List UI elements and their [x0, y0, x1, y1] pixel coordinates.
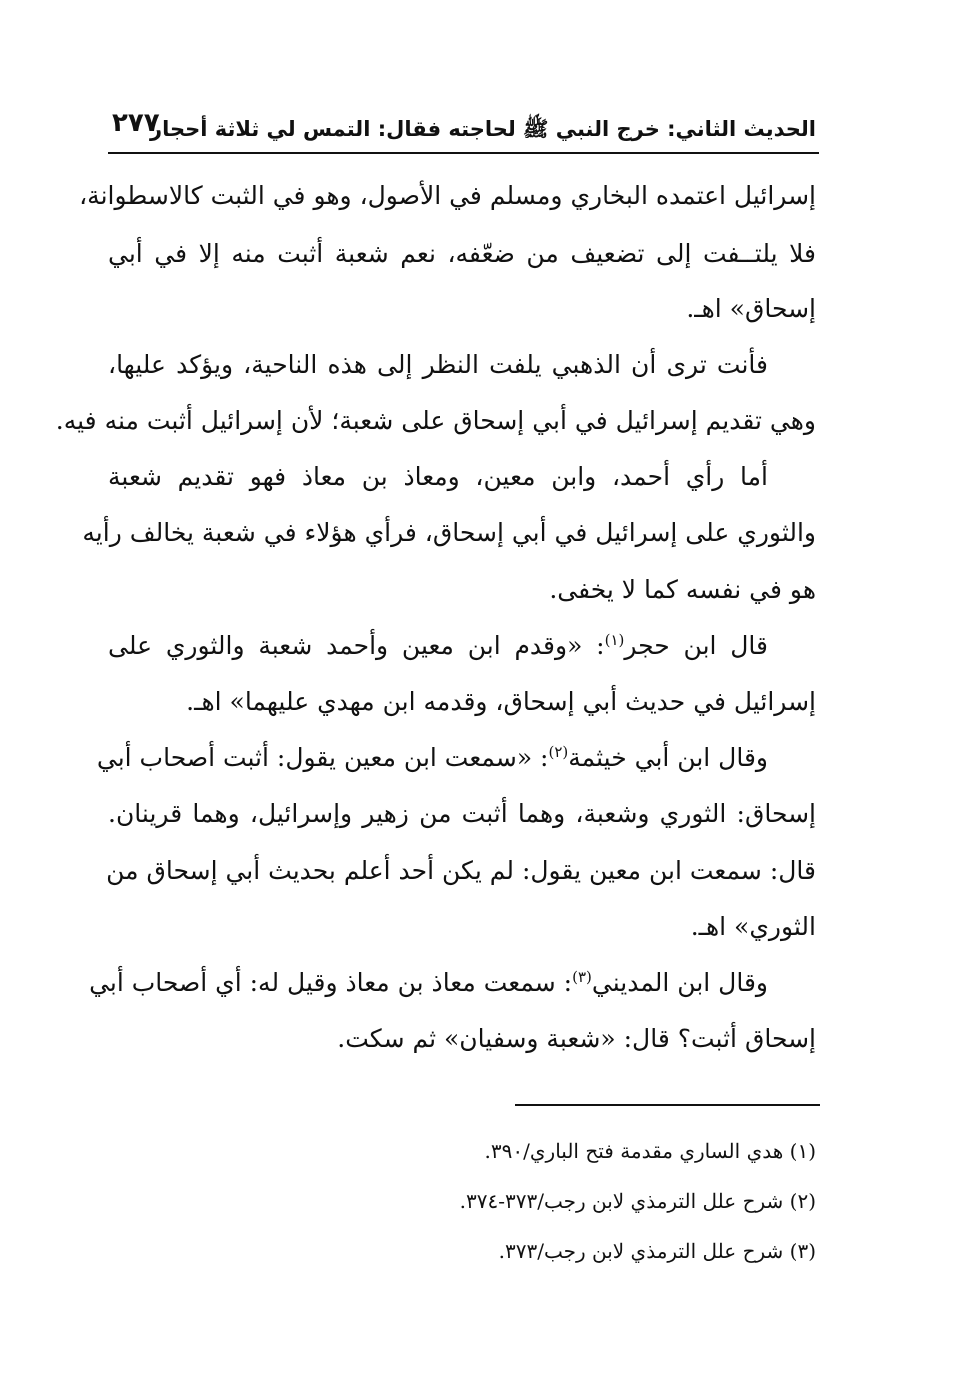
page-number: ٢٧٧	[112, 108, 160, 138]
footnote-2: (٢) شرح علل الترمذي لابن رجب/٣٧٣-٣٧٤.	[459, 1189, 816, 1213]
body-line: هو في نفسه كما لا يخفى.	[549, 575, 816, 604]
body-line: إسحاق أثبت؟ قال: «شعبة وسفيان» ثم سكت.	[337, 1024, 816, 1053]
body-line: إسرائيل اعتمده البخاري ومسلم في الأصول، وهو في الثبت كالاسطوانة،	[79, 181, 816, 210]
header-rule	[108, 152, 819, 154]
body-line: والثوري على إسرائيل في أبي إسحاق، فرأي هؤلاء في شعبة يخالف رأيه	[82, 518, 816, 547]
body-line-with-footnote-ref	[89, 966, 816, 1003]
body-line: الثوري» اهـ.	[690, 912, 816, 941]
footnote-1: (١) هدي الساري مقدمة فتح الباري/٣٩٠.	[484, 1139, 816, 1163]
line-text: : «وقدم ابن معين وأحمد شعبة والثوري على	[108, 631, 605, 660]
footnote-ref-1: (١)	[604, 631, 625, 649]
line-text: قال ابن حجر	[624, 631, 769, 660]
line-text: وقال ابن المديني	[591, 968, 768, 997]
body-line-with-footnote-ref	[108, 629, 816, 666]
body-line: وهي تقديم إسرائيل في أبي إسحاق على شعبة؛ لأن إسرائيل أثبت منه فيه.	[55, 406, 816, 435]
body-line: فلا يلتــفت إلى تضعيف من ضعّفه، نعم شعبة أثبت منه إلا في أبي	[108, 239, 816, 268]
body-line: فأنت ترى أن الذهبي يلفت النظر إلى هذه الناحية، ويؤكد عليها،	[108, 350, 768, 379]
line-text: وقال ابن أبي خيثمة	[568, 743, 768, 772]
running-header-title: الحديث الثاني: خرج النبي ﷺ لحاجته فقال: التمس لي ثلاثة أحجار	[150, 117, 816, 141]
line-text: : سمعت معاذ بن معاذ وقيل له: أي أصحاب أبي	[89, 968, 573, 997]
footnote-ref-3: (٣)	[572, 968, 592, 986]
body-line: أما رأي أحمد، وابن معين، ومعاذ بن معاذ فهو تقديم شعبة	[108, 462, 768, 491]
body-line: إسحاق» اهـ.	[686, 294, 816, 323]
body-line-with-footnote-ref	[96, 741, 816, 778]
footnote-ref-2: (٢)	[548, 743, 569, 761]
body-line: إسحاق: الثوري وشعبة، وهما أثبت من زهير وإسرائيل، وهما قرينان.	[108, 799, 816, 828]
footnote-separator	[515, 1104, 820, 1106]
body-line: إسرائيل في حديث أبي إسحاق، وقدمه ابن مهدي عليهما» اهـ.	[186, 687, 816, 716]
line-text: : «سمعت ابن معين يقول: أثبت أصحاب أبي	[96, 743, 549, 772]
body-line: قال: سمعت ابن معين يقول: لم يكن أحد أعلم بحديث أبي إسحاق من	[106, 856, 816, 885]
footnote-3: (٣) شرح علل الترمذي لابن رجب/٣٧٣.	[498, 1239, 816, 1263]
